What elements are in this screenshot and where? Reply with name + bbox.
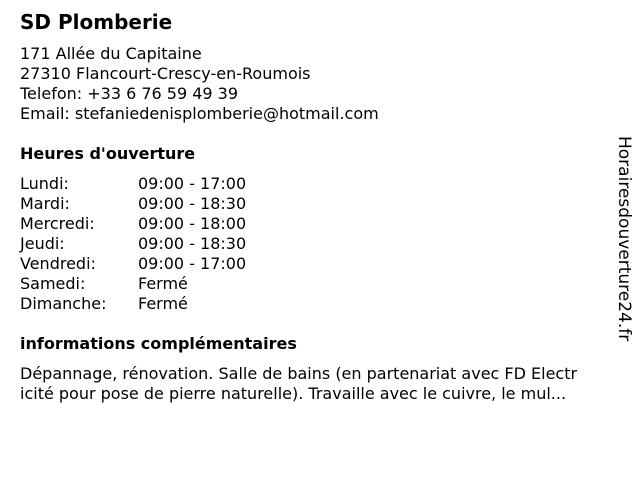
email-address: Email: stefaniedenisplomberie@hotmail.com bbox=[20, 104, 379, 123]
hours-row bbox=[20, 254, 246, 274]
day-label: Vendredi: bbox=[20, 254, 96, 273]
address-line-1: 171 Allée du Capitaine bbox=[20, 44, 202, 63]
time-range: 09:00 - 18:30 bbox=[138, 234, 247, 253]
hours-row bbox=[20, 274, 188, 294]
hours-row bbox=[20, 214, 246, 234]
address-line-2: 27310 Flancourt-Crescy-en-Roumois bbox=[20, 64, 311, 83]
additional-info-text bbox=[20, 364, 630, 404]
opening-hours-heading: Heures d'ouverture bbox=[20, 144, 196, 163]
info-line-2: icité pour pose de pierre naturelle). Travaille avec le cuivre, le mul... bbox=[20, 384, 567, 403]
hours-row bbox=[20, 234, 246, 254]
day-label: Mercredi: bbox=[20, 214, 95, 233]
time-range: Fermé bbox=[138, 274, 188, 293]
time-range: 09:00 - 17:00 bbox=[138, 174, 247, 193]
time-range: 09:00 - 17:00 bbox=[138, 254, 247, 273]
site-watermark: Horairesdouverture24.fr bbox=[614, 136, 634, 342]
day-label: Lundi: bbox=[20, 174, 69, 193]
info-line-1: Dépannage, rénovation. Salle de bains (en partenariat avec FD Electr bbox=[20, 364, 578, 383]
time-range: 09:00 - 18:30 bbox=[138, 194, 247, 213]
day-label: Mardi: bbox=[20, 194, 70, 213]
hours-row bbox=[20, 194, 246, 214]
time-range: 09:00 - 18:00 bbox=[138, 214, 247, 233]
hours-row bbox=[20, 174, 246, 194]
day-label: Jeudi: bbox=[20, 234, 65, 253]
time-range: Fermé bbox=[138, 294, 188, 313]
business-name: SD Plomberie bbox=[20, 10, 173, 34]
additional-info-heading: informations complémentaires bbox=[20, 334, 297, 353]
phone-number: Telefon: +33 6 76 59 49 39 bbox=[20, 84, 239, 103]
hours-row bbox=[20, 294, 188, 314]
day-label: Dimanche: bbox=[20, 294, 107, 313]
day-label: Samedi: bbox=[20, 274, 86, 293]
